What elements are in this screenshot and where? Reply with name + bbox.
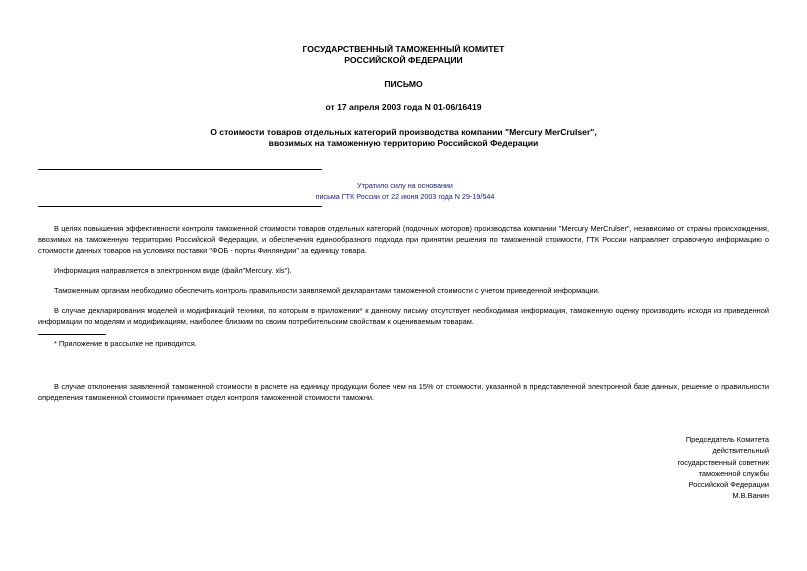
body-paragraph-1: В целях повышения эффективности контроля таможенной стоимости товаров отдельных категорий (подочных моторов) производства компании "Mercury MerCrulser", независимо от страны происхождения, ввозимых на таможенную территорию Российской Федерации, и обеспечения единообразного подхода при принятии решения по таможенной стоимости, ГТК России направляет справочную информацию о стоимости данных товаров на условиях поставки "ФОБ - порты Финляндии" за единицу товара. [38, 224, 769, 255]
signature-line-1: Председатель Комитета [685, 435, 769, 444]
document-header [0, 44, 807, 149]
signature-block [678, 434, 769, 502]
document-date-number: от 17 апреля 2003 года N 01-06/16419 [325, 102, 482, 112]
signature-line-3: государственный советник [677, 457, 769, 467]
body-paragraph-5: В случае отклонения заявленной таможенной стоимости в расчете на единицу продукции более чем на 15% от стоимости, указанной в представленной электронной базе данных, решение о правильности определения таможенной стоимости принимает отдел контроля таможенной стоимости таможни. [38, 382, 769, 402]
body-paragraph-3: Таможенным органам необходимо обеспечить контроль правильности заявляемой декларантами таможенной стоимости с учетом приведенной информации. [54, 286, 600, 295]
divider-bottom [38, 206, 322, 207]
document-subject-line2: ввозимых на таможенную территорию Российской Федерации [268, 138, 539, 148]
status-note-link[interactable]: письма ГТК России от 22 июня 2003 года N 29-19/544 [315, 192, 495, 201]
document-body [38, 223, 769, 412]
footnote-divider [38, 334, 106, 335]
footnote: * Приложение в рассылке не приводится. [54, 339, 197, 348]
document-type: ПИСЬМО [384, 79, 423, 89]
org-name-line1: ГОСУДАРСТВЕННЫЙ ТАМОЖЕННЫЙ КОМИТЕТ [302, 44, 505, 54]
document-subject-line1: О стоимости товаров отдельных категорий производства компании "Mercury MerCrulser", [210, 127, 597, 137]
signature-line-4: таможенной службы [698, 468, 769, 478]
signature-line-5: Российской Федерации [688, 480, 769, 490]
signature-name: М.В.Ванин [732, 491, 769, 501]
body-paragraph-4: В случае декларирования моделей и модификаций техники, по которым в приложении* к данному письму отсутствует необходимая информация, таможенную оценку производить исходя из приведенной информации по моделям и модификациям, наиболее близким по своим потребительским свойствам к оцениваемым товарам. [38, 306, 769, 326]
body-paragraph-2: Информация направляется в электронном виде (файл"Mercury. xls"). [54, 266, 292, 275]
divider-top [38, 169, 322, 170]
signature-line-2: действительный [712, 446, 769, 456]
status-note-line1: Утратило силу на основании [357, 181, 453, 190]
org-name-line2: РОССИЙСКОЙ ФЕДЕРАЦИИ [344, 55, 463, 65]
